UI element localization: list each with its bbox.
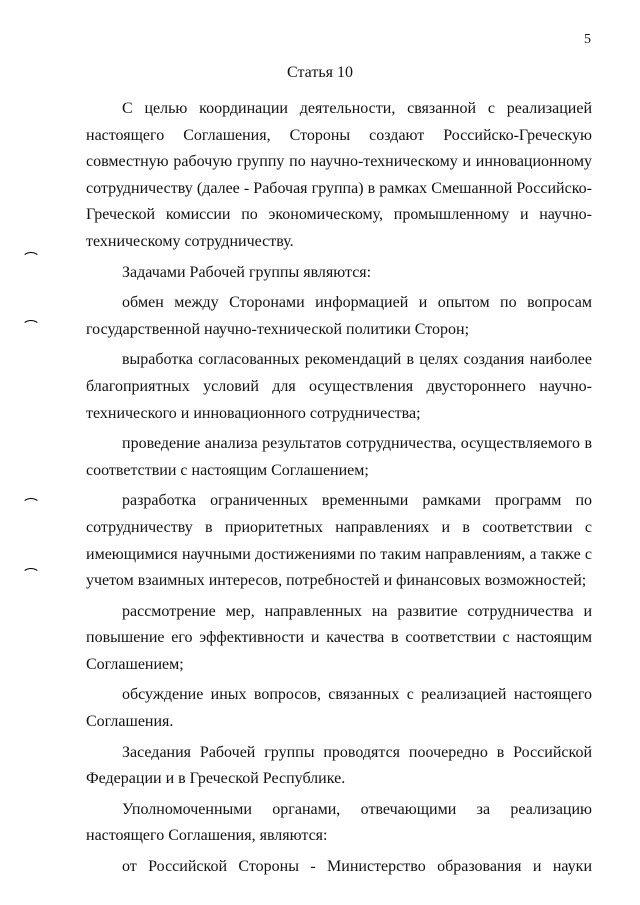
- paragraph-task-exchange: обмен между Сторонами информацией и опытом по вопросам государственной научно-технической политики Сторон;: [86, 294, 592, 338]
- paragraph-tasks-intro: Задачами Рабочей группы являются:: [122, 263, 372, 281]
- paragraph-task-measures: рассмотрение мер, направленных на развитие сотрудничества и повышение его эффективности и качества в соответствии с настоящим Соглашением;: [86, 602, 592, 673]
- binding-hole-mark: [22, 252, 40, 260]
- paragraph-russian-side: от Российской Стороны - Министерство образования и науки: [122, 858, 592, 876]
- document-body: [86, 96, 592, 881]
- paragraph-task-other: обсуждение иных вопросов, связанных с реализацией настоящего Соглашения.: [86, 686, 592, 731]
- paragraph-purpose: С целью координации деятельности, связанной с реализацией настоящего Соглашения, Стороны создают Российско-Греческую совместную рабочую группу по научно-техническому и инновационному сотрудничеству (далее - Рабочая группа) в рамках Смешанной Российско-Греческой комиссии по экономическому, промышленному и научно-техническому сотрудничеству.: [86, 100, 592, 250]
- page-number: 5: [584, 32, 591, 47]
- binding-hole-mark: [22, 568, 40, 576]
- paragraph-task-analysis: проведение анализа результатов сотрудничества, осуществляемого в соответствии с настоящим Соглашением;: [86, 435, 592, 479]
- binding-hole-mark: [22, 320, 40, 328]
- paragraph-authorities: Уполномоченными органами, отвечающими за реализацию настоящего Соглашения, являются:: [86, 800, 592, 845]
- binding-hole-mark: [22, 498, 40, 506]
- article-title: Статья 10: [287, 64, 353, 81]
- paragraph-meetings: Заседания Рабочей группы проводятся поочередно в Российской Федерации и в Греческой Республике.: [86, 743, 592, 788]
- paragraph-task-programs: разработка ограниченных временными рамками программ по сотрудничеству в приоритетных направлениях и в соответствии с имеющимися научными достижениями по таким направлениям, а также с учетом взаимных интересов, потребностей и финансовых возможностей;: [86, 492, 592, 590]
- paragraph-task-recommendations: выработка согласованных рекомендаций в целях создания наиболее благоприятных условий для осуществления двустороннего научно-технического и инновационного сотрудничества;: [86, 351, 592, 422]
